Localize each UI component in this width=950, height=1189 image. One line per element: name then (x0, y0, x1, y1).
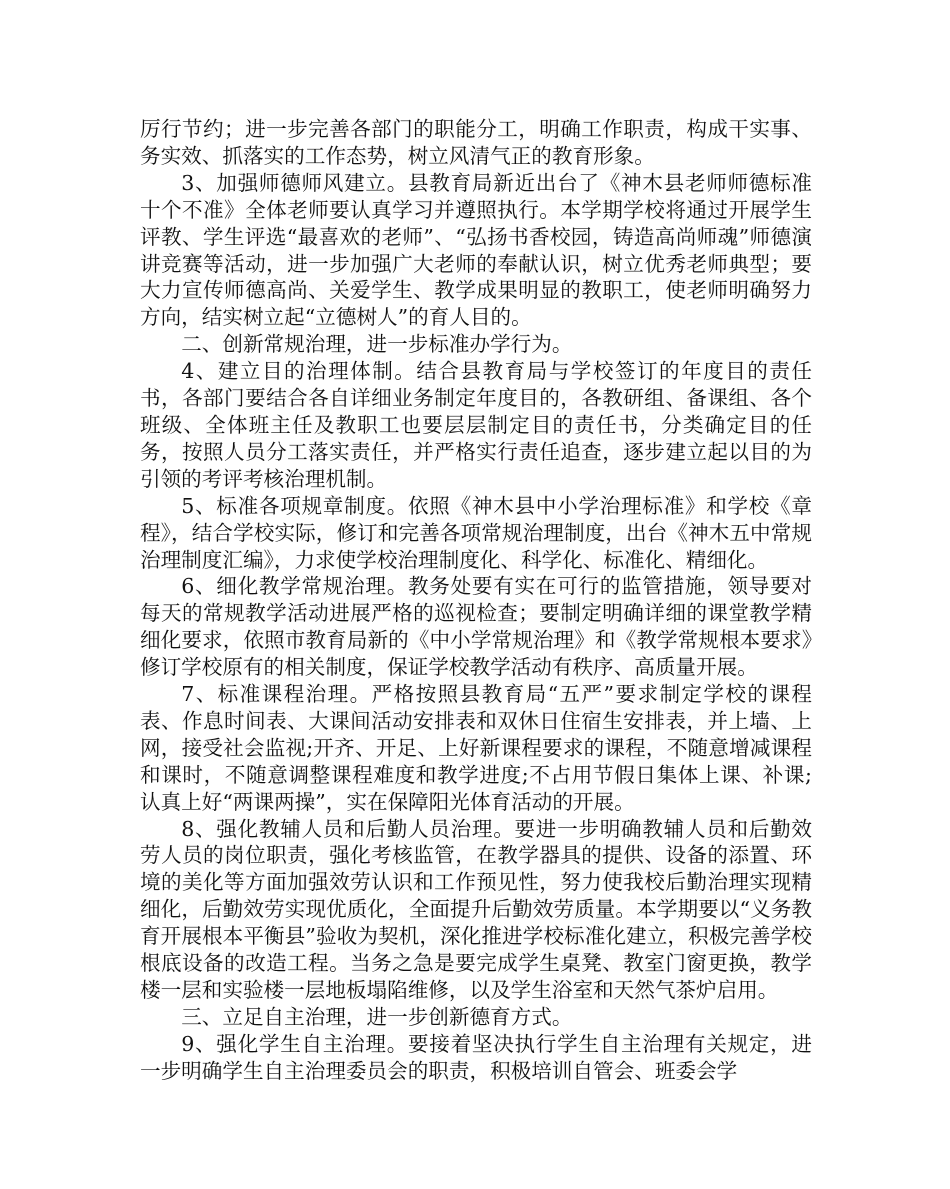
section-heading-self-management: 三、立足自主治理，进一步创新德育方式。 (181, 1004, 573, 1029)
paragraph-student-self-management: 9、强化学生自主治理。要接着坚决执行学生自主治理有关规定，进一步明确学生自主治理委员会的职责，积极培训自管会、班委会学 (140, 1031, 812, 1083)
paragraph-support-staff: 8、强化教辅人员和后勤人员治理。要进一步明确教辅人员和后勤效劳人员的岗位职责，强化考核监管，在教学器具的提供、设备的添置、环境的美化等方面加强效劳认识和工作预见性，努力使我校后勤治理实现精细化，后勤效劳实现优质化，全面提升后勤效劳质量。本学期要以“义务教育开展根本平衡县”验收为契机，深化推进学校标准化建立，积极完善学校根底设备的改造工程。当务之急是要完成学生桌凳、教室门窗更换，教学楼一层和实验楼一层地板塌陷维修，以及学生浴室和天然气茶炉启用。 (140, 816, 812, 1002)
paragraph-teaching-routine: 6、细化教学常规治理。教务处要有实在可行的监管措施，领导要对每天的常规教学活动进展严格的巡视检查；要制定明确详细的课堂教学精细化要求，依照市教育局新的《中小学常规治理》和《教学常规根本要求》修订学校原有的相关制度，保证学校教学活动有秩序、高质量开展。 (140, 574, 812, 680)
paragraph-goal-management: 4、建立目的治理体制。结合县教育局与学校签订的年度目的责任书，各部门要结合各自详细业务制定年度目的，各教研组、备课组、各个班级、全体班主任及教职工也要层层制定目的责任书，分类确定目的任务，按照人员分工落实责任，并严格实行责任追查，逐步建立起以目的为引领的考评考核治理机制。 (140, 359, 812, 491)
paragraph-curriculum: 7、标准课程治理。严格按照县教育局“五严”要求制定学校的课程表、作息时间表、大课间活动安排表和双休日住宿生安排表，并上墙、上网，接受社会监视;开齐、开足、上好新课程要求的课程，不随意增减课程和课时，不随意调整课程难度和教学进度;不占用节假日集体上课、补课;认真上好“两课两操”，实在保障阳光体育活动的开展。 (140, 682, 812, 814)
section-heading-routine-management: 二、创新常规治理，进一步标准办学行为。 (181, 332, 573, 357)
paragraph-regulations: 5、标准各项规章制度。依照《神木县中小学治理标准》和学校《章程》，结合学校实际，修订和完善各项常规治理制度，出台《神木五中常规治理制度汇编》，力求使学校治理制度化、科学化、标准化、精细化。 (140, 493, 812, 572)
document-page (140, 116, 812, 1085)
paragraph-continuation: 厉行节约；进一步完善各部门的职能分工，明确工作职责，构成干实事、务实效、抓落实的工作态势，树立风清气正的教育形象。 (140, 117, 812, 168)
paragraph-teacher-ethics: 3、加强师德师风建立。县教育局新近出台了《神木县老师师德标准十个不准》全体老师要认真学习并遵照执行。本学期学校将通过开展学生评教、学生评选“最喜欢的老师”、“弘扬书香校园，铸造高尚师魂”师德演讲竞赛等活动，进一步加强广大老师的奉献认识，树立优秀老师典型；要大力宣传师德高尚、关爱学生、教学成果明显的教职工，使老师明确努力方向，结实树立起“立德树人”的育人目的。 (140, 170, 812, 330)
